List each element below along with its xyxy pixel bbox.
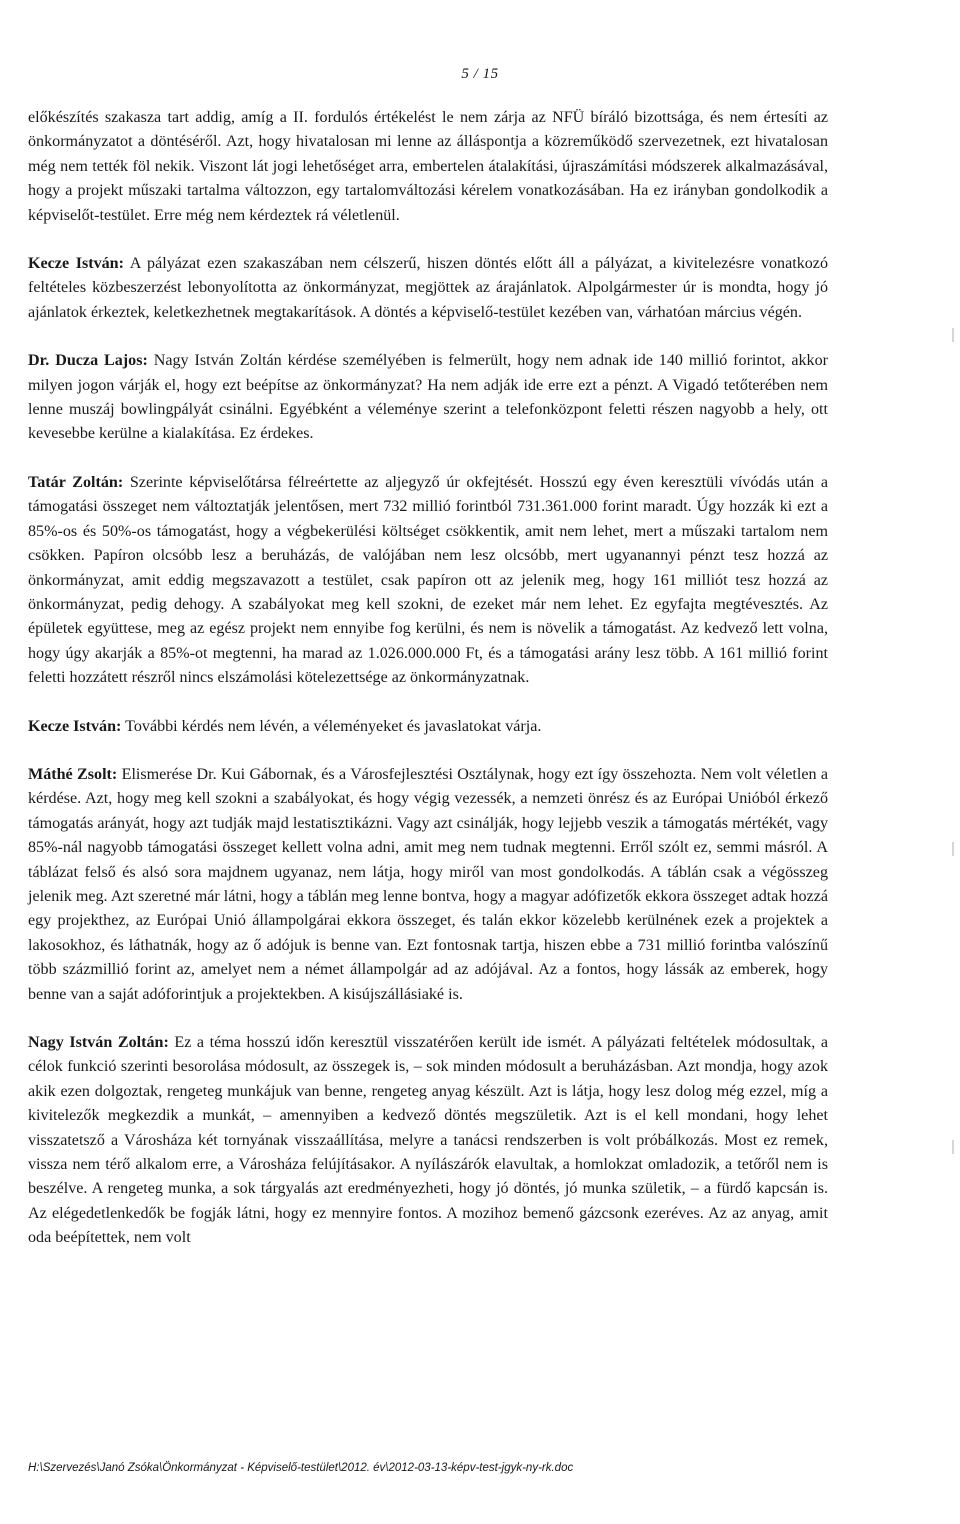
paragraph-text: Ez a téma hosszú időn keresztül visszatérően került ide ismét. A pályázati feltételek módosultak, a célok funkció szerinti besorolása módosult, az összegek is, – sok minden módosult a beruházásban. Azt mondja, hogy azok akik ezen dolgoztak, rengeteg munkájuk van benne, rengeteg anyag készült. Azt is látja, hogy lesz dolog még ezzel, míg a kivitelezők megkezdik a munkát, – amennyiben a kedvező döntés megszületik. Azt is el kell mondani, hogy lehet visszatetsző a Városháza két tornyának visszaállítása, melyre a tanácsi rendszerben is volt próbálkozás. Most ez remek, vissza nem térő alkalom erre, a Városháza felújításakor. A nyílászárók elavultak, a homlokzat omladozik, a tetőről nem is beszélve. A rengeteg munka, a sok tárgyalás azt eredményezheti, hogy jó döntés, jó munka születik, – a fürdő kapcsán is. Az elégedetlenkedők be fogják látni, hogy ez mennyire fontos. A mozihoz bemenő gázcsonk ezeréves. Az az anyag, amit oda beépítettek, nem volt (28, 1034, 828, 1247)
paragraph-text: További kérdés nem lévén, a véleményeket és javaslatokat várja. (125, 717, 542, 735)
scan-mark (952, 328, 954, 342)
paragraph-5 (28, 715, 828, 739)
document-body (28, 106, 828, 1275)
paragraph-text: Elismerése Dr. Kui Gábornak, és a Városfejlesztési Osztálynak, hogy ezt így összehozta. Nem volt véletlen a kérdése. Azt, hogy meg kell szokni a szabályokat, és hogy végig vezessék, a nemzeti önrész és az Európai Unióból érkező támogatás arányát, hogy azt tudják majd lestatisztikázni. Vagy azt csinálják, hogy lejjebb veszik a támogatás mértékét, vagy 85%-nál nagyobb támogatási összeget kellett volna adni, amit meg nem tudnak megtenni. Erről szólt ez, semmi másról. A táblázat felső és alsó sora majdnem ugyanaz, nem látja, hogy miről van most gondolkodás. A táblán csak a végösszeg jelenik meg. Azt szeretné már látni, hogy a táblán meg lenne bontva, hogy a magyar adófizetők ekkora összeget adtak hozzá egy projekthez, az Európai Unió állampolgárai ekkora összeget, és talán ekkor közelebb kerülnének ezek a projektek a lakosokhoz, és láthatnák, hogy az ő adójuk is benne van. Ezt fontosnak tartja, hiszen ebbe a 731 millió forintba valószínű több százmillió forint az, amelyet nem a német állampolgár ad az adójával. Az a fontos, hogy lássák az emberek, hogy benne van a saját adóforintjuk a projektekben. A kisújszállásiaké is. (28, 765, 828, 1003)
speaker-name: Dr. Ducza Lajos: (28, 352, 148, 370)
paragraph-text: A pályázat ezen szakaszában nem célszerű, hiszen döntés előtt áll a pályázat, a kivitelezésre vonatkozó feltételes közbeszerzést lebonyolította az önkormányzat, megjöttek az árajánlatok. Alpolgármester úr is mondta, hogy jó ajánlatok érkeztek, keletkezhetnek megtakarítások. A döntés a képviselő-testület kezében van, várhatóan március végén. (28, 255, 828, 321)
scan-mark (952, 842, 954, 856)
paragraph-6 (28, 763, 828, 1007)
speaker-name: Kecze István: (28, 255, 124, 273)
paragraph-7 (28, 1031, 828, 1251)
footer-file-path: H:\Szervezés\Janó Zsóka\Önkormányzat - Képviselő-testület\2012. év\2012-03-13-képv-test-jgyk-ny-rk.doc (28, 1462, 574, 1474)
scan-mark (952, 1140, 954, 1154)
paragraph-3 (28, 349, 828, 447)
paragraph-1 (28, 106, 828, 228)
speaker-name: Nagy István Zoltán: (28, 1034, 169, 1051)
page-number: 5 / 15 (461, 66, 499, 82)
speaker-name: Kecze István: (28, 717, 122, 735)
paragraph-text: Szerinte képviselőtársa félreértette az aljegyző úr okfejtését. Hosszú egy éven keresztüli vívódás után a támogatási összeget nem változtatják jelentősen, mert 732 millió forintból 731.361.000 forint maradt. Úgy hozzák ki ezt a 85%-os és 50%-os támogatást, hogy a végbekerülési költséget csökkentik, amit nem lehet, mert a műszaki tartalom nem csökken. Papíron olcsóbb lesz a beruházás, de valójában nem lesz olcsóbb, mert ugyanannyi pénzt tesz hozzá az önkormányzat, amit eddig megszavazott a testület, csak papíron ott az jelenik meg, hogy 161 milliót tesz hozzá az önkormányzat, pedig dehogy. A szabályokat meg kell szokni, de ezeket már nem lehet. Ez egyfajta megtévesztés. Az épületek együttese, meg az egész projekt nem ennyibe fog kerülni, és nem is növelik a támogatást. Az kedvező lett volna, hogy úgy akarják a 85%-ot megtenni, ha marad az 1.026.000.000 Ft, és a támogatási arány lesz több. A 161 millió forint feletti hozzátett részről nincs elszámolási kötelezettsége az önkormányzatnak. (28, 473, 828, 687)
paragraph-text: előkészítés szakasza tart addig, amíg a II. fordulós értékelést le nem zárja az NFÜ bíráló bizottsága, és nem értesíti az önkormányzatot a döntéséről. Azt, hogy hivatalosan mi lenne az álláspontja a közreműködő szervezetnek, ezt hivatalosan még nem tették föl nekik. Viszont lát jogi lehetőséget arra, embertelen átalakítási, újraszámítási módszerek alkalmazásával, hogy a projekt műszaki tartalma változzon, egy tartalomváltozási kérelem vonatkozásában. Ha ez irányban gondolkodik a képviselőt-testület. Erre még nem kérdeztek rá véletlenül. (28, 109, 828, 224)
speaker-name: Tatár Zoltán: (28, 473, 124, 491)
paragraph-2 (28, 252, 828, 325)
paragraph-text: Nagy István Zoltán kérdése személyében is felmerült, hogy nem adnak ide 140 millió forintot, akkor milyen jogon várják el, hogy ezt beépítse az önkormányzat? Ha nem adják ide erre ezt a pénzt. A Vigadó tetőterében nem lenne muszáj bowlingpályát csinálni. Egyébként a véleménye szerint a telefonközpont feletti részen nagyobb a hely, ott kevesebbe kerülne a kialakítása. Ez érdekes. (28, 352, 828, 443)
paragraph-4 (28, 471, 828, 691)
speaker-name: Máthé Zsolt: (28, 765, 118, 783)
